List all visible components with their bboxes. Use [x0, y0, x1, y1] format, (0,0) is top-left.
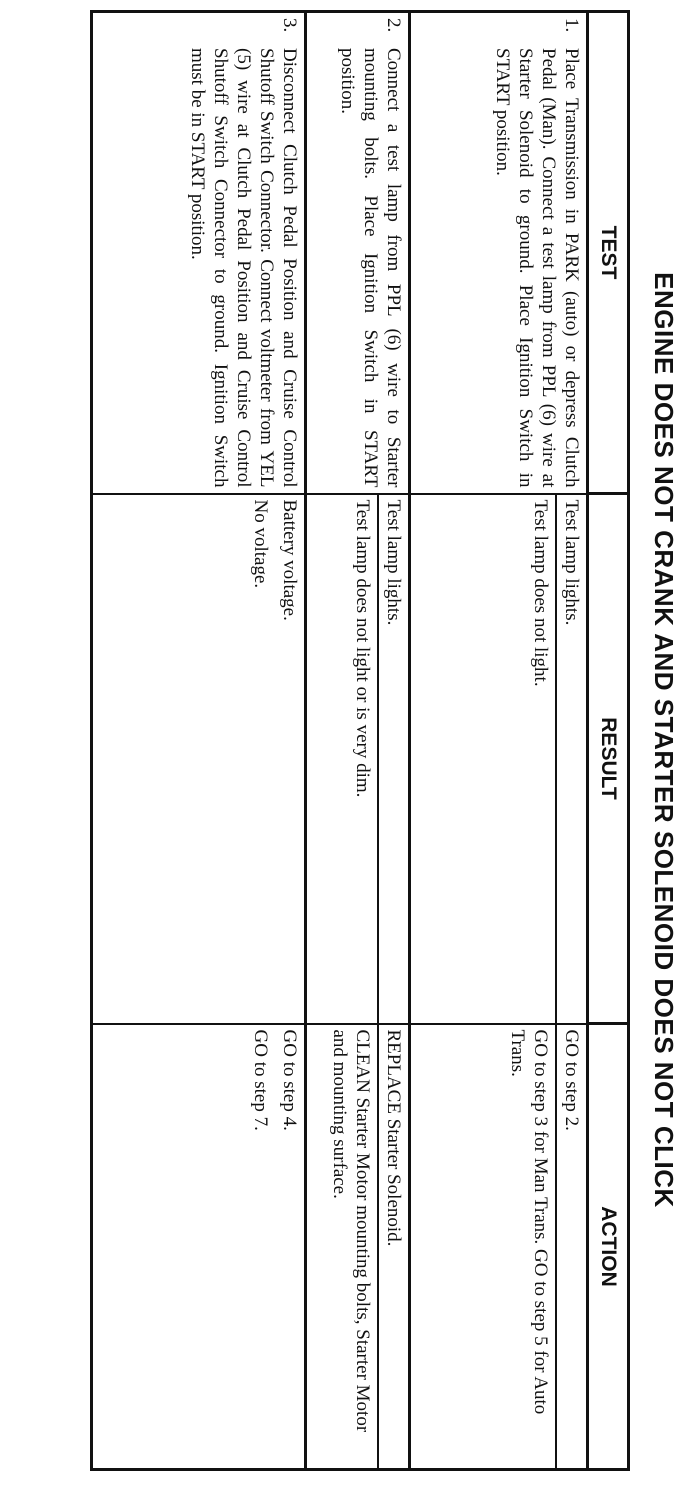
result-cell: Test lamp lights. — [556, 494, 588, 1024]
test-description: Place Transmission in PARK (auto) or depress Clutch Pedal (Man). Connect a test lamp from PPL (6) wire at Starter Solenoid to ground. Place Ignition Switch in START position. — [492, 48, 582, 488]
step-number: 2. — [383, 18, 404, 33]
result-cell: No voltage. — [92, 494, 276, 1024]
table-row — [275, 12, 306, 1470]
action-cell: GO to step 2. — [556, 1024, 588, 1470]
header-result: RESULT — [588, 494, 629, 1024]
table-header-row — [588, 12, 629, 1470]
action-cell: REPLACE Starter Solenoid. — [378, 1024, 410, 1470]
action-cell: CLEAN Starter Motor mounting bolts, Starter Motor and mounting surface. — [306, 1024, 379, 1470]
test-cell — [410, 12, 588, 494]
header-test: TEST — [588, 12, 629, 494]
action-cell: GO to step 7. — [92, 1024, 276, 1470]
result-cell: Test lamp lights. — [378, 494, 410, 1024]
test-cell — [92, 12, 306, 494]
test-description: Disconnect Clutch Pedal Position and Cruise Control Shutoff Switch Connector. Connect voltmeter from YEL (5) wire at Clutch Pedal Position and Cruise Control Shutoff Switch Connector to ground. Ignition Switch must be in START position. — [187, 48, 300, 488]
step-number: 3. — [279, 18, 300, 33]
table-row — [378, 12, 410, 1470]
page-title: ENGINE DOES NOT CRANK AND STARTER SOLENOID DOES NOT CLICK — [649, 272, 679, 1208]
action-cell: GO to step 3 for Man Trans. GO to step 5 for Auto Trans. — [410, 1024, 557, 1470]
result-cell: Test lamp does not light. — [410, 494, 557, 1024]
diagnostic-table — [90, 10, 630, 1471]
action-cell: GO to step 4. — [275, 1024, 306, 1470]
test-cell — [306, 12, 410, 494]
header-action: ACTION — [588, 1024, 629, 1470]
table-row — [556, 12, 588, 1470]
result-cell: Battery voltage. — [275, 494, 306, 1024]
test-description: Connect a test lamp from PPL (6) wire to Starter mounting bolts. Place Ignition Switch in START position. — [337, 48, 404, 488]
step-number: 1. — [561, 18, 582, 33]
result-cell: Test lamp does not light or is very dim. — [306, 494, 379, 1024]
